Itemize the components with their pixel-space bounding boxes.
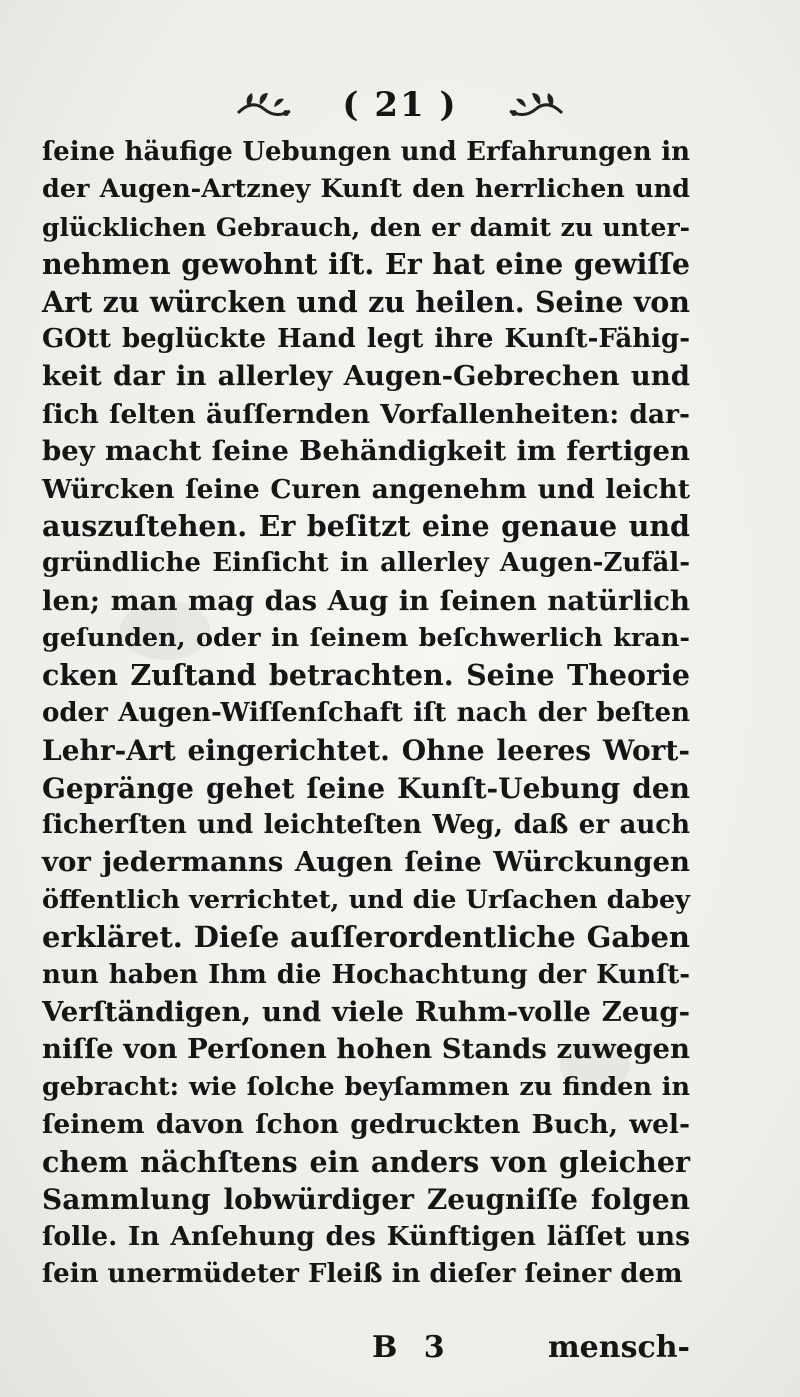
text-line: geſunden, oder in ſeinem beſchwerlich kran-: [42, 623, 690, 654]
text-line: len; man mag das Aug in ſeinen natürlich: [42, 584, 690, 617]
body-text: [42, 134, 690, 1293]
text-line: cken Zuſtand betrachten. Seine Theorie: [42, 658, 690, 693]
text-line: der Augen-Artzney Kunſt den herrlichen und: [42, 174, 690, 205]
text-line: ſeinem davon ſchon gedruckten Buch, wel-: [42, 1109, 690, 1141]
text-line: auszuſtehen. Er beſitzt eine genaue und: [42, 508, 690, 543]
text-line: Sammlung lobwürdiger Zeugniſſe folgen: [42, 1182, 690, 1216]
text-line: keit dar in allerley Augen-Gebrechen und: [42, 360, 690, 393]
text-line: ſich ſelten äuſſernden Vorfallenheiten: dar-: [42, 398, 690, 430]
page-header: [0, 80, 800, 130]
text-line: gründliche Einſicht in allerley Augen-Zufäl-: [42, 548, 690, 579]
text-line: vor jedermanns Augen ſeine Würckungen: [42, 846, 690, 879]
page-number: ( 21 ): [342, 85, 458, 125]
text-line: Verſtändigen, und viele Ruhm-volle Zeug-: [42, 995, 690, 1028]
text-line: Art zu würcken und zu heilen. Seine von: [42, 284, 690, 319]
text-line: gebracht: wie ſolche beyſammen zu finden in: [42, 1071, 690, 1102]
text-line: oder Augen-Wiſſenſchaft iſt nach der beſten: [42, 697, 690, 728]
text-line: Lehr-Art eingerichtet. Ohne leeres Wort-: [42, 734, 690, 768]
text-line: Gepränge gehet ſeine Kunſt-Uebung den: [42, 771, 690, 805]
text-line: glücklichen Gebrauch, den er damit zu unter-: [42, 212, 690, 242]
signature-mark: B 3: [372, 1330, 453, 1365]
page-footer: [42, 1330, 690, 1370]
text-line: öffentlich verrichtet, und die Urſachen dabey: [42, 884, 690, 915]
floral-ornament-right-icon: [506, 89, 566, 121]
text-line: nehmen gewohnt iſt. Er hat eine gewiſſe: [42, 247, 690, 282]
text-line: erkläret. Dieſe auſſerordentliche Gaben: [42, 920, 690, 955]
text-line: ſicherſten und leichteſten Weg, daß er auch: [42, 810, 690, 841]
text-line: ſeine häufige Uebungen und Erfahrungen in: [42, 137, 690, 167]
text-line: bey macht ſeine Behändigkeit im fertigen: [42, 435, 690, 468]
text-line: ſolle. In Anſehung des Künftigen läſſet uns: [42, 1221, 690, 1253]
text-line: niſſe von Perſonen hohen Stands zuwegen: [42, 1033, 690, 1066]
text-line: Würcken ſeine Curen angenehm und leicht: [42, 473, 690, 505]
text-line: chem nächſtens ein anders von gleicher: [42, 1144, 690, 1179]
text-line: ſein unermüdeter Fleiß in dieſer ſeiner dem: [42, 1258, 683, 1289]
floral-ornament-left-icon: [234, 89, 294, 121]
catchword: mensch-: [547, 1330, 690, 1365]
text-line: GOtt beglückte Hand legt ihre Kunſt-Fähig-: [42, 323, 690, 354]
text-line: nun haben Ihm die Hochachtung der Kunſt-: [42, 959, 690, 990]
